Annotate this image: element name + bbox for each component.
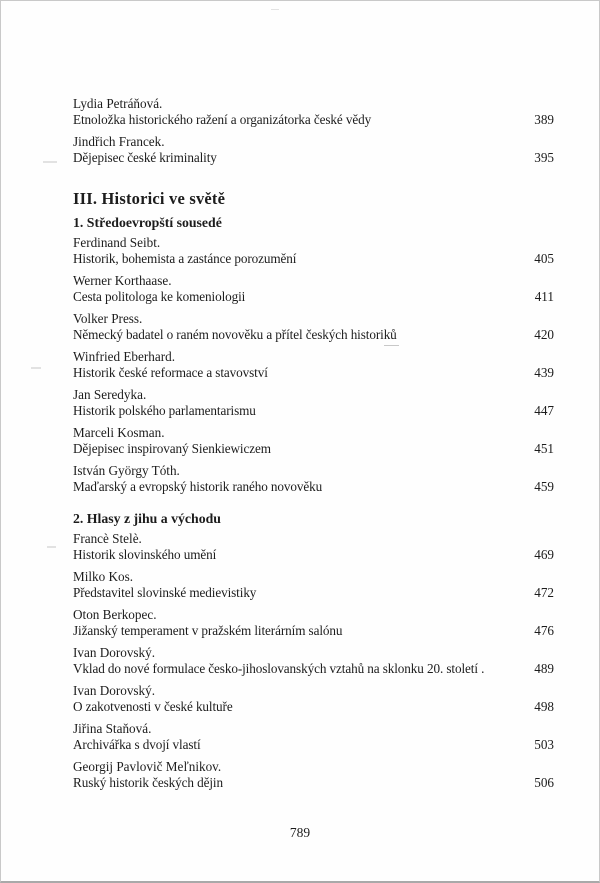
- entry-title: Dějepisec české kriminality: [73, 150, 217, 165]
- entry-page-number: 503: [534, 737, 554, 752]
- section-heading: III. Historici ve světě: [73, 189, 226, 208]
- entry-title: Jižanský temperament v pražském literárním salónu: [73, 623, 343, 638]
- toc-entry: [73, 721, 554, 753]
- entry-page-number: 459: [534, 479, 554, 494]
- entry-title-row: [73, 441, 554, 457]
- entry-title-row: [73, 365, 554, 381]
- entry-title: Cesta politologa ke komeniologii: [73, 289, 246, 304]
- entry-title: Německý badatel o raném novověku a přítel českých historiků: [73, 327, 397, 342]
- entry-title-row: [73, 775, 554, 791]
- entry-title-row: [73, 251, 554, 267]
- table-of-contents: [73, 96, 554, 797]
- entry-title: Dějepisec inspirovaný Sienkiewiczem: [73, 441, 271, 456]
- scan-artifact: [47, 546, 56, 548]
- entry-author: Jindřich Francek.: [73, 134, 165, 149]
- entry-page-number: 389: [534, 112, 554, 127]
- toc-entry: [73, 235, 554, 267]
- entry-author: Milko Kos.: [73, 569, 134, 584]
- entry-page-number: 405: [534, 251, 554, 266]
- entry-title: O zakotvenosti v české kultuře: [73, 699, 233, 714]
- page-number: 789: [289, 825, 311, 840]
- entry-page-number: 469: [534, 547, 554, 562]
- entry-author: Marceli Kosman.: [73, 425, 165, 440]
- toc-entry: [73, 134, 554, 166]
- entry-title-row: [73, 479, 554, 495]
- entry-title: Etnoložka historického ražení a organizátorka české vědy: [73, 112, 372, 127]
- entry-title-row: [73, 699, 554, 715]
- toc-entry: [73, 569, 554, 601]
- entry-page-number: 447: [534, 403, 554, 418]
- entry-title: Historik polského parlamentarismu: [73, 403, 256, 418]
- toc-entry: [73, 463, 554, 495]
- toc-entry: [73, 387, 554, 419]
- entry-page-number: 451: [534, 441, 554, 456]
- entry-title: Představitel slovinské medievistiky: [73, 585, 257, 600]
- entry-page-number: 439: [534, 365, 554, 380]
- entry-page-number: 395: [534, 150, 554, 165]
- entry-title: Historik české reformace a stavovství: [73, 365, 268, 380]
- entry-title: Ruský historik českých dějin: [73, 775, 223, 790]
- subsection-2-heading: 2. Hlasy z jihu a východu: [73, 511, 221, 526]
- entry-title: Historik slovinského umění: [73, 547, 217, 562]
- toc-entry: [73, 273, 554, 305]
- entry-title-row: [73, 623, 554, 639]
- entry-author: Francè Stelè.: [73, 531, 142, 546]
- scan-artifact: [271, 9, 279, 10]
- entry-title-row: [73, 150, 554, 166]
- entry-author: Lydia Petráňová.: [73, 96, 163, 111]
- entry-page-number: 420: [534, 327, 554, 342]
- entry-title-row: [73, 327, 554, 343]
- entry-page-number: 476: [534, 623, 554, 638]
- entry-page-number: 489: [534, 661, 554, 676]
- entry-title-row: [73, 661, 554, 677]
- toc-entry: [73, 683, 554, 715]
- entry-author: István György Tóth.: [73, 463, 180, 478]
- entry-title: Maďarský a evropský historik raného novověku: [73, 479, 323, 494]
- toc-entry: [73, 311, 554, 343]
- entry-author: Winfried Eberhard.: [73, 349, 175, 364]
- toc-entries-subsection-1: [73, 235, 554, 501]
- scan-artifact: [384, 345, 399, 346]
- entry-page-number: 472: [534, 585, 554, 600]
- entry-author: Georgij Pavlovič Meľnikov.: [73, 759, 222, 774]
- entry-author: Werner Korthaase.: [73, 273, 172, 288]
- entry-author: Jiřina Staňová.: [73, 721, 152, 736]
- entry-page-number: 506: [534, 775, 554, 790]
- entry-page-number: 411: [534, 289, 554, 304]
- entry-title-row: [73, 585, 554, 601]
- entry-author: Volker Press.: [73, 311, 143, 326]
- entry-author: Ivan Dorovský.: [73, 645, 156, 660]
- scan-artifact: [43, 161, 57, 163]
- scan-artifact: [31, 367, 41, 369]
- entry-author: Oton Berkopec.: [73, 607, 157, 622]
- entry-author: Jan Seredyka.: [73, 387, 147, 402]
- entry-author: Ferdinand Seibt.: [73, 235, 161, 250]
- toc-entry: [73, 607, 554, 639]
- toc-entry: [73, 531, 554, 563]
- toc-entry: [73, 645, 554, 677]
- entry-title: Archivářka s dvojí vlastí: [73, 737, 201, 752]
- entry-title: Vklad do nové formulace česko-jihoslovanských vztahů na sklonku 20. století .: [73, 661, 485, 676]
- entry-page-number: 498: [534, 699, 554, 714]
- entry-title: Historik, bohemista a zastánce porozumění: [73, 251, 297, 266]
- entry-author: Ivan Dorovský.: [73, 683, 156, 698]
- toc-entry: [73, 349, 554, 381]
- toc-entries-top: [73, 96, 554, 172]
- toc-entry: [73, 96, 554, 128]
- subsection-1-heading: 1. Středoevropští sousedé: [73, 215, 222, 230]
- toc-entry: [73, 759, 554, 791]
- entry-title-row: [73, 737, 554, 753]
- toc-entries-subsection-2: [73, 531, 554, 797]
- entry-title-row: [73, 289, 554, 305]
- entry-title-row: [73, 547, 554, 563]
- entry-title-row: [73, 112, 554, 128]
- entry-title-row: [73, 403, 554, 419]
- toc-entry: [73, 425, 554, 457]
